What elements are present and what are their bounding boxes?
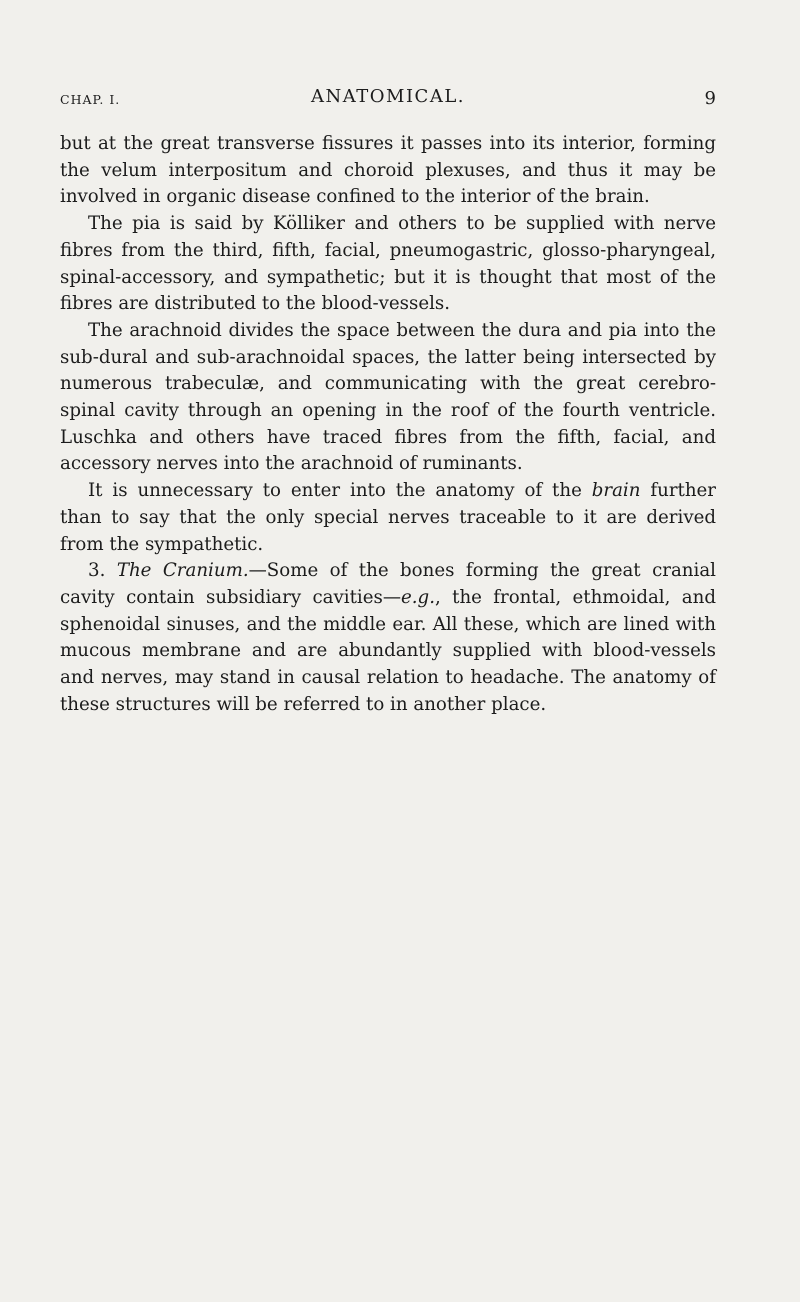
page-number: 9 <box>704 88 716 109</box>
body-text <box>60 131 716 718</box>
section-heading: The Cranium. <box>116 560 249 582</box>
chapter-label: CHAP. I. <box>60 92 121 107</box>
paragraph-brain <box>60 478 716 558</box>
cranium-text-part1: —Some of the bones forming the great cranial cavity contain subsidiary cavities— <box>60 560 716 608</box>
section-number: 3. <box>88 560 106 582</box>
eg-abbreviation: e.g. <box>401 586 435 608</box>
brain-italic-term: brain <box>591 480 641 502</box>
brain-text-after: further than to say that the only special nerves traceable to it are derived from the sympathetic. <box>60 480 716 555</box>
running-title: ANATOMICAL. <box>310 86 465 107</box>
paragraph-cranium <box>60 558 716 718</box>
brain-text-before: It is unnecessary to enter into the anatomy of the <box>88 480 592 502</box>
paragraph-continued: but at the great transverse fissures it passes into its interior, forming the velum interpositum and choroid plexuses, and thus it may be involved in organic disease confined to the interior of the brain. <box>60 133 716 208</box>
cranium-text-part2: , the frontal, ethmoidal, and sphenoidal sinuses, and the middle ear. All these, which are lined with mucous membrane and are abundantly supplied with blood-vessels and nerves, may stand in causal relation to headache. The anatomy of these structures will be referred to in another place. <box>60 586 716 715</box>
running-head <box>60 86 716 116</box>
paragraph-pia: The pia is said by Kölliker and others to be supplied with nerve fibres from the third, fifth, facial, pneumogastric, glosso-pharyngeal, spinal-accessory, and sympathetic; but it is thought that most of the fibres are distributed to the blood-vessels. <box>60 213 716 315</box>
paragraph-arachnoid: The arachnoid divides the space between the dura and pia into the sub-dural and sub-arachnoidal spaces, the latter being intersected by numerous trabeculæ, and communicating with the great cerebro-spinal cavity through an opening in the roof of the fourth ventricle. Luschka and others have traced fibres from the fifth, facial, and accessory nerves into the arachnoid of ruminants. <box>60 319 716 475</box>
